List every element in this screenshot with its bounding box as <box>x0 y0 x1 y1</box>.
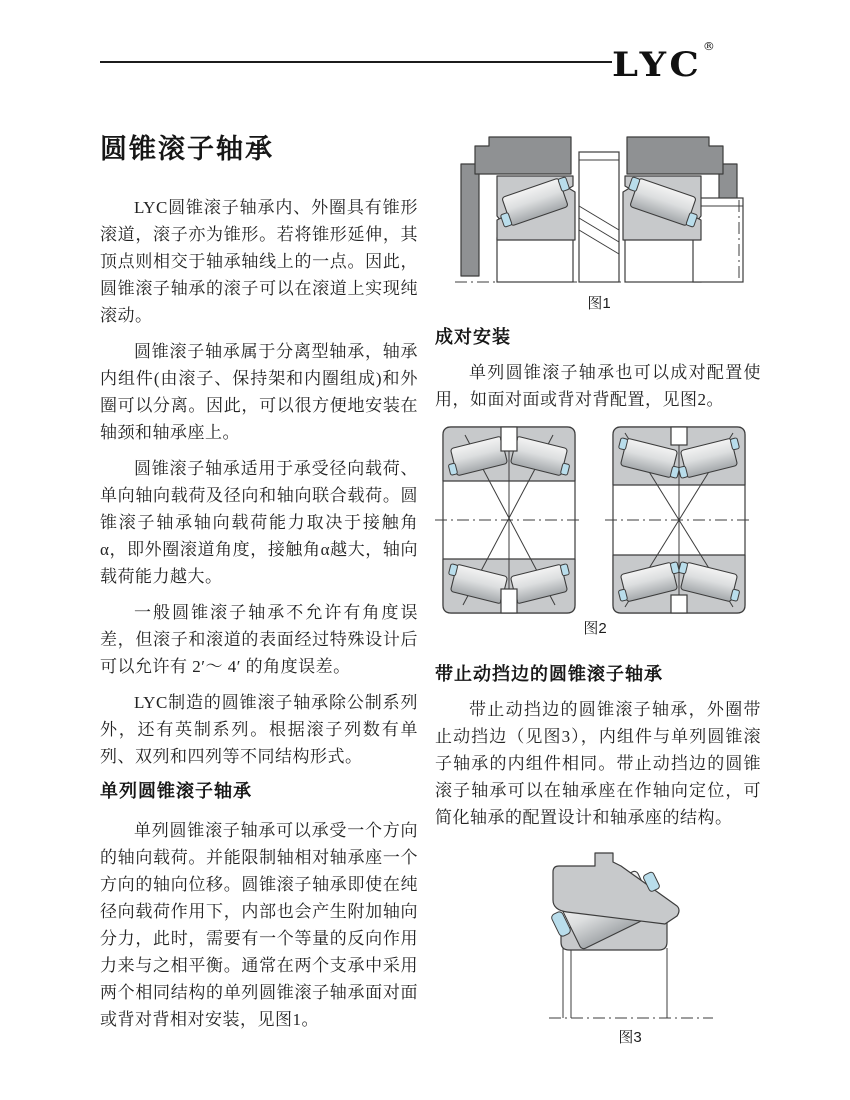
figure-3-caption: 图3 <box>618 1029 642 1046</box>
paragraph-flanged-detail: 带止动挡边的圆锥滚子轴承，外圈带止动挡边（见图3），内组件与单列圆锥滚子轴承的内组件相同。带止动挡边的圆锥滚子轴承可以在轴承座在作轴向定位，可简化轴承的配置设计和轴承座的结构。 <box>435 700 761 827</box>
section-heading-single-row: 单列圆锥滚子轴承 <box>100 781 252 801</box>
figure-2-caption: 图2 <box>583 620 607 637</box>
paragraph-series-types: LYC制造的圆锥滚子轴承除公制系列外，还有英制系列。根据滚子列数有单列、双列和四列等不同结构形式。 <box>100 693 418 766</box>
figure-1 <box>453 134 745 313</box>
right-column <box>435 134 761 1047</box>
section-heading-flanged: 带止动挡边的圆锥滚子轴承 <box>435 664 663 684</box>
paragraph-paired-mounting: 单列圆锥滚子轴承也可以成对配置使用，如面对面或背对背配置，见图2。 <box>435 363 761 409</box>
paragraph-single-row-detail: 单列圆锥滚子轴承可以承受一个方向的轴向载荷。并能限制轴相对轴承座一个方向的轴向位移。圆锥滚子轴承即使在纯径向载荷作用下，内部也会产生附加轴向分力，此时，需要有一个等量的反向作用力来与之相平衡。通常在两个支承中采用两个相同结构的单列圆锥滚子轴承面对面或背对背相对安装，见图1。 <box>100 821 418 1029</box>
header-divider <box>100 61 612 63</box>
paragraph-angular-error: 一般圆锥滚子轴承不允许有角度误差，但滚子和滚道的表面经过特殊设计后可以允许有 2′～ 4′ 的角度误差。 <box>100 603 418 676</box>
figure-3 <box>539 840 721 1047</box>
section-heading-paired-mounting: 成对安装 <box>435 327 511 347</box>
paragraph-separable-design: 圆锥滚子轴承属于分离型轴承，轴承内组件(由滚子、保持架和内圈组成)和外圈可以分离。因此，可以很方便地安装在轴颈和轴承座上。 <box>100 342 418 442</box>
figure-3-flanged-bearing-diagram <box>539 840 721 1026</box>
figure-1-caption: 图1 <box>587 295 611 312</box>
lyc-logo <box>612 40 762 84</box>
registered-trademark-icon: ® <box>702 39 715 53</box>
figure-2-paired-arrangements-diagram <box>435 423 753 617</box>
figure-2 <box>435 423 755 638</box>
figure-1-paired-mounting-diagram <box>453 134 745 292</box>
page-title: 圆锥滚子轴承 <box>100 134 274 164</box>
paragraph-load-capacity: 圆锥滚子轴承适用于承受径向载荷、单向轴向载荷及径向和轴向联合载荷。圆锥滚子轴承轴向载荷能力取决于接触角α，即外圈滚道角度，接触角α越大，轴向载荷能力越大。 <box>100 459 418 586</box>
lyc-logo-text: LYC <box>612 43 703 85</box>
paragraph-intro-raceways: LYC圆锥滚子轴承内、外圈具有锥形滚道，滚子亦为锥形。若将锥形延伸，其顶点则相交于轴承轴线上的一点。因此，圆锥滚子轴承的滚子可以在滚道上实现纯滚动。 <box>100 198 418 325</box>
left-column <box>100 132 418 1042</box>
